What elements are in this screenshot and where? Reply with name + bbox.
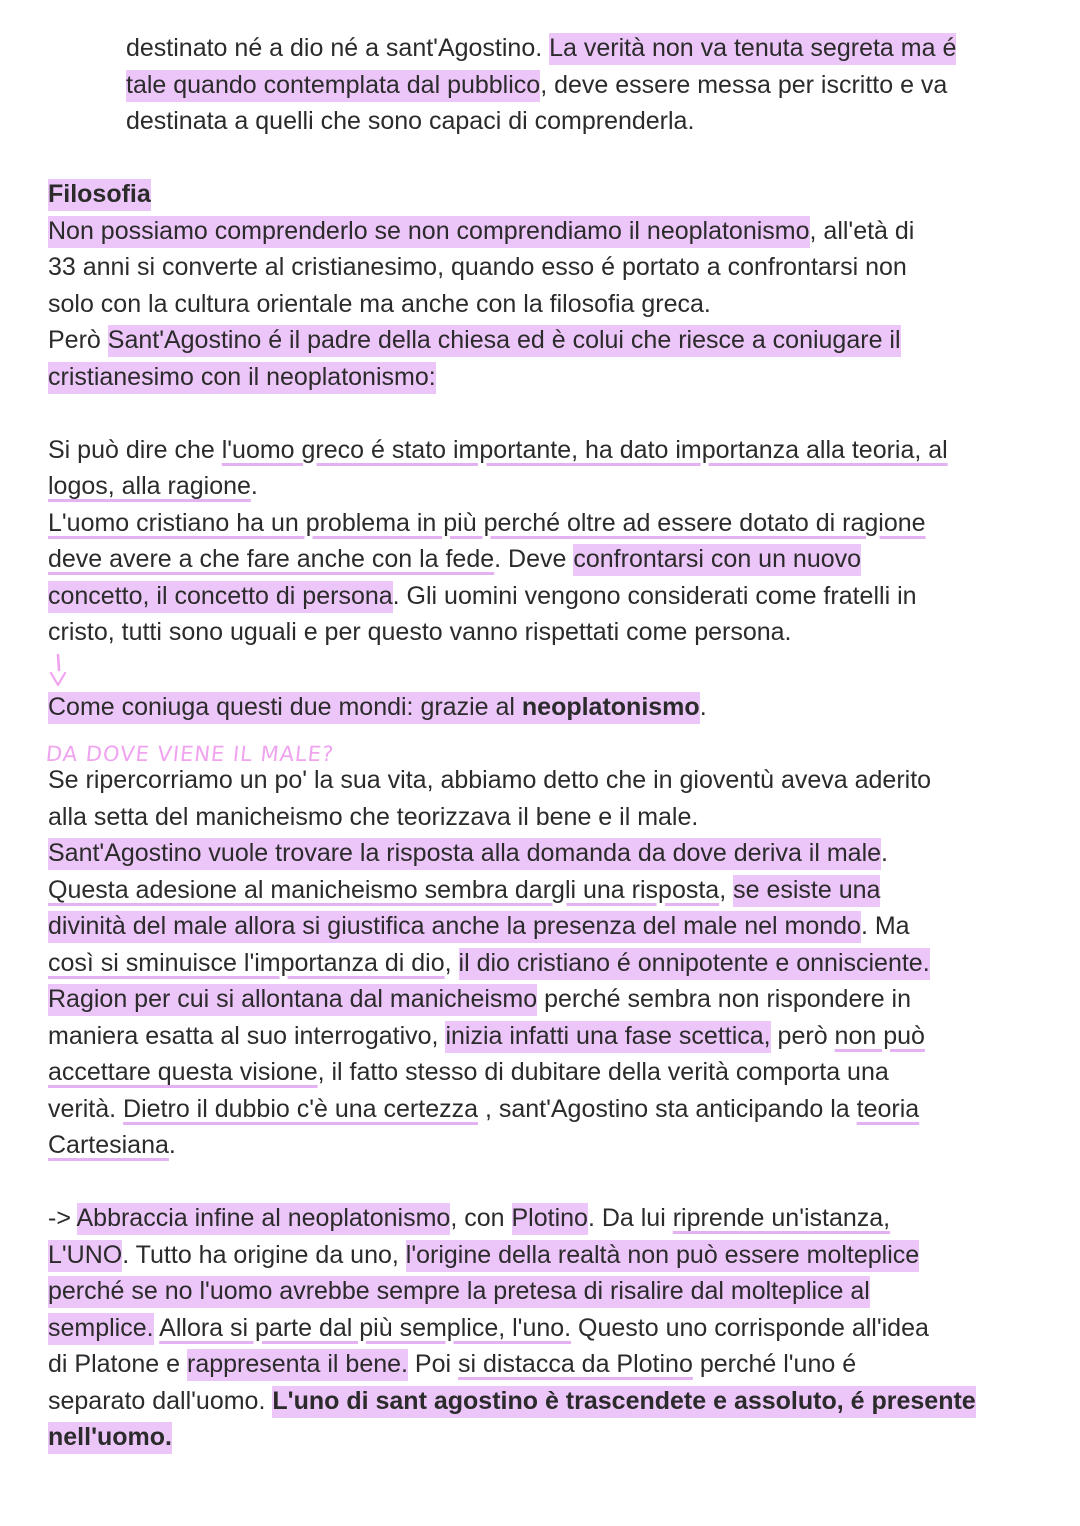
text-line — [48, 1346, 1080, 1383]
text-run: di Platone e — [48, 1350, 187, 1378]
underlined-text: logos, alla ragione — [48, 472, 251, 500]
section-heading — [48, 176, 1080, 213]
text-line — [48, 541, 1080, 578]
highlighted-text: inizia infatti una fase scettica, — [445, 1021, 770, 1053]
highlighted-text: l'origine della realtà non può essere molteplice — [406, 1240, 919, 1272]
highlighted-text: Sant'Agostino vuole trovare la risposta alla domanda da dove deriva il male — [48, 838, 881, 870]
text-run: Questo uno corrisponde all'idea — [571, 1313, 929, 1342]
text-run: perché l'uno é — [692, 1350, 857, 1378]
highlighted-bold-text: L'uno di sant agostino è trascendete e assoluto, é presente — [272, 1386, 975, 1418]
highlighted-text: divinità del male allora si giustifica anche la presenza del male nel mondo — [48, 911, 861, 943]
underlined-text: l'uomo greco é stato importante, ha dato importanza alla teoria, al — [221, 435, 948, 464]
blank-line — [48, 140, 1080, 177]
underlined-text: L'uomo cristiano ha un problema in più perché oltre ad essere dotato di ragione — [48, 508, 926, 537]
highlighted-text: se esiste una — [733, 875, 880, 907]
underlined-text: così si sminuisce l'importanza di dio — [48, 948, 445, 977]
text-line — [48, 1018, 1080, 1055]
text-line — [48, 359, 1080, 396]
arrow-down-icon — [48, 653, 78, 687]
text-run: , all'età di — [809, 216, 915, 245]
text-line — [126, 67, 1080, 104]
text-line — [48, 286, 1080, 323]
handwritten-note-row — [44, 726, 1080, 766]
text-run: Poi — [407, 1350, 459, 1378]
text-run: . Gli uomini vengono considerati come fratelli in — [392, 581, 917, 610]
text-line — [48, 1127, 1080, 1164]
underlined-text: Allora si parte dal più semplice, l'uno. — [159, 1313, 572, 1342]
underlined-text: Dietro il dubbio c'è una certezza — [123, 1094, 478, 1123]
highlighted-text: L'UNO — [48, 1240, 122, 1272]
highlighted-text: Come coniuga questi due mondi: grazie al — [48, 692, 522, 724]
text-line — [48, 249, 1080, 286]
text-run: maniera esatta al suo interrogativo, — [48, 1021, 446, 1050]
text-run: . — [881, 839, 888, 867]
text-run: solo con la cultura orientale ma anche con la filosofia greca. — [48, 289, 711, 318]
text-line — [48, 1310, 1080, 1347]
text-run: destinato né a dio né a sant'Agostino. — [126, 34, 550, 62]
text-run: , deve essere messa per iscritto e va — [540, 70, 948, 99]
text-run: 33 anni si converte al cristianesimo, quando esso é portato a confrontarsi non — [48, 253, 907, 281]
text-line — [126, 103, 1080, 140]
text-run: , — [719, 875, 734, 904]
text-line — [48, 614, 1080, 651]
highlighted-text: perché se no l'uomo avrebbe sempre la pretesa di risalire dal molteplice al — [48, 1276, 870, 1308]
highlighted-bold-text: neoplatonismo — [522, 692, 700, 724]
highlighted-text: La verità non va tenuta segreta ma é — [549, 33, 956, 65]
text-run: , sant'Agostino sta anticipando la — [478, 1094, 857, 1123]
text-line — [48, 1200, 1080, 1237]
text-run: cristo, tutti sono uguali e per questo vanno rispettati come persona. — [48, 618, 792, 646]
text-run: alla setta del manicheismo che teorizzava il bene e il male. — [48, 802, 699, 831]
text-run: -> — [48, 1204, 77, 1232]
highlighted-text: rappresenta il bene. — [187, 1349, 408, 1381]
underlined-text: Cartesiana — [48, 1131, 169, 1159]
text-line — [48, 432, 1080, 469]
text-line — [48, 945, 1080, 982]
highlighted-text: Abbraccia infine al neoplatonismo — [77, 1203, 451, 1235]
text-run: , — [444, 948, 459, 977]
blank-line — [48, 395, 1080, 432]
text-line — [48, 1419, 1080, 1456]
text-line — [48, 1273, 1080, 1310]
underlined-text: accettare questa visione — [48, 1058, 318, 1086]
highlighted-text: confrontarsi con un nuovo — [573, 544, 861, 576]
highlighted-text: il dio cristiano é onnipotente e onnisciente. — [459, 948, 930, 980]
notes-body — [0, 140, 1080, 1456]
text-line — [48, 981, 1080, 1018]
text-line — [48, 1091, 1080, 1128]
text-line — [48, 1054, 1080, 1091]
highlighted-bold-text: nell'uomo. — [48, 1422, 172, 1454]
text-run: . Da lui — [587, 1204, 673, 1232]
highlighted-text: semplice. — [48, 1313, 154, 1345]
highlighted-text: Plotino — [512, 1203, 588, 1235]
arrow-row — [48, 653, 1080, 690]
text-run: però — [770, 1021, 835, 1050]
text-line — [48, 213, 1080, 250]
text-run: . Ma — [860, 912, 910, 940]
highlighted-text: concetto, il concetto di persona — [48, 581, 393, 613]
text-run: . Deve — [494, 545, 574, 573]
text-line — [48, 322, 1080, 359]
underlined-text: deve avere a che fare anche con la fede — [48, 545, 495, 573]
text-line — [48, 689, 1080, 726]
text-run: Se ripercorriamo un po' la sua vita, abbiamo detto che in gioventù aveva aderito — [48, 766, 932, 794]
text-run: , con — [450, 1204, 512, 1232]
underlined-text: teoria — [856, 1094, 920, 1123]
highlighted-text: Non possiamo comprenderlo se non comprendiamo il neoplatonismo — [48, 216, 810, 248]
text-line — [48, 799, 1080, 836]
text-run: . Tutto ha origine da uno, — [122, 1240, 406, 1269]
highlighted-text: Ragion per cui si allontana dal manicheismo — [48, 984, 537, 1016]
text-line — [126, 30, 1080, 67]
text-line — [48, 835, 1080, 872]
text-line — [48, 908, 1080, 945]
underlined-text: Questa adesione al manicheismo sembra dargli una risposta — [48, 875, 720, 904]
text-run: . — [168, 1131, 176, 1159]
text-run: Si può dire che — [48, 435, 222, 464]
text-run: . — [250, 472, 258, 500]
underlined-text: riprende un'istanza, — [672, 1204, 891, 1232]
highlighted-text: cristianesimo con il neoplatonismo: — [48, 362, 436, 394]
underlined-text: non può — [834, 1021, 925, 1050]
underlined-text: si distacca da Plotino — [458, 1350, 693, 1378]
text-line — [48, 578, 1080, 615]
text-run: destinata a quelli che sono capaci di comprenderla. — [126, 107, 695, 135]
highlighted-text: Filosofia — [48, 179, 151, 211]
blank-line — [48, 1164, 1080, 1201]
text-line — [48, 505, 1080, 542]
highlighted-text: tale quando contemplata dal pubblico — [126, 70, 540, 102]
text-run: verità. — [48, 1094, 124, 1123]
handwritten-question: DA DOVE VIENE IL MALE? — [44, 741, 336, 766]
text-run: Però — [48, 326, 108, 354]
text-line — [48, 1383, 1080, 1420]
text-run: . — [699, 693, 707, 721]
text-line — [48, 872, 1080, 909]
text-run: , il fatto stesso di dubitare della verità comporta una — [317, 1058, 889, 1086]
highlighted-text: Sant'Agostino é il padre della chiesa ed è colui che riesce a coniugare il — [108, 325, 901, 357]
text-run: perché sembra non rispondere in — [537, 985, 911, 1013]
text-run: separato dall'uomo. — [48, 1386, 273, 1415]
text-line — [48, 1237, 1080, 1274]
text-line — [48, 468, 1080, 505]
continued-paragraph — [0, 30, 1080, 140]
